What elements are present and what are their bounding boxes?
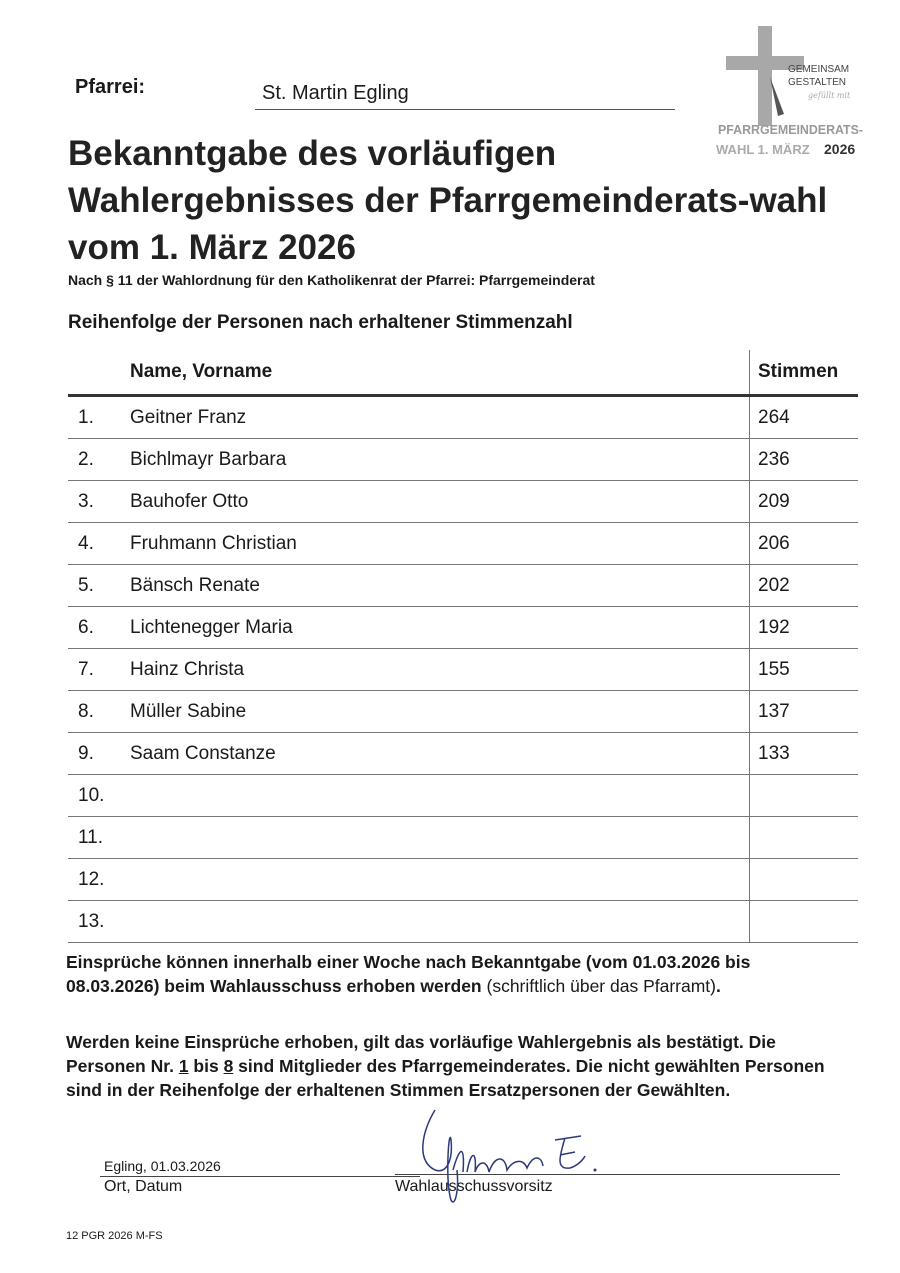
row-name: Bauhofer Otto (130, 481, 750, 523)
row-number: 13. (68, 901, 130, 943)
row-votes (750, 859, 859, 901)
row-number: 1. (68, 396, 130, 439)
notice1-end: . (716, 976, 721, 996)
row-number: 10. (68, 775, 130, 817)
table-header-row (68, 350, 858, 396)
notice1-normal: (schriftlich über das Pfarramt) (481, 976, 716, 996)
row-number: 8. (68, 691, 130, 733)
header-votes: Stimmen (750, 350, 859, 396)
row-name: Müller Sabine (130, 691, 750, 733)
row-number: 7. (68, 649, 130, 691)
notice2-to: 8 (223, 1056, 234, 1076)
header-num (68, 350, 130, 396)
row-name (130, 817, 750, 859)
row-name: Fruhmann Christian (130, 523, 750, 565)
place-date-line (100, 1176, 420, 1177)
row-votes: 206 (750, 523, 859, 565)
row-name: Bichlmayr Barbara (130, 439, 750, 481)
cross-vertical (758, 26, 772, 126)
row-number: 6. (68, 607, 130, 649)
page-title: Bekanntgabe des vorläufigen Wahlergebnisses der Pfarrgemeinderats-wahl vom 1. März 2026 (68, 134, 828, 267)
row-name: Saam Constanze (130, 733, 750, 775)
table-row (68, 523, 858, 565)
table-row (68, 859, 858, 901)
row-votes: 155 (750, 649, 859, 691)
row-votes: 202 (750, 565, 859, 607)
logo-line2: GESTALTEN (788, 77, 846, 88)
cross-shadow (770, 77, 784, 116)
row-name: Bänsch Renate (130, 565, 750, 607)
section-heading: Reihenfolge der Personen nach erhaltener Stimmenzahl (68, 312, 573, 333)
row-number: 5. (68, 565, 130, 607)
place-date-value: Egling, 01.03.2026 (104, 1158, 221, 1174)
row-votes: 209 (750, 481, 859, 523)
table-row (68, 775, 858, 817)
logo-tagline: gefüllt mit (808, 91, 851, 100)
logo-line4a: WAHL 1. MÄRZ (716, 142, 810, 157)
table-row (68, 817, 858, 859)
logo-line4b: 2026 (824, 141, 856, 157)
row-name (130, 901, 750, 943)
row-name: Lichtenegger Maria (130, 607, 750, 649)
row-number: 9. (68, 733, 130, 775)
logo-line3: PFARRGEMEINDERATS- (718, 122, 863, 137)
logo-line1: GEMEINSAM (788, 64, 850, 75)
table-row (68, 396, 858, 439)
row-number: 12. (68, 859, 130, 901)
signature-label: Wahlausschussvorsitz (395, 1178, 553, 1195)
row-number: 2. (68, 439, 130, 481)
row-votes: 264 (750, 396, 859, 439)
row-votes (750, 901, 859, 943)
header-name: Name, Vorname (130, 350, 750, 396)
results-table (68, 350, 858, 943)
notice2-part1: Werden keine Einsprüche erhoben, gilt das vorläufige Wahlergebnis als bestätigt. Die Personen Nr. (66, 1032, 776, 1076)
notice2-part2: bis (188, 1056, 224, 1076)
row-name (130, 775, 750, 817)
subtitle: Nach § 11 der Wahlordnung für den Katholikenrat der Pfarrei: Pfarrgemeinderat (68, 272, 595, 288)
handwritten-signature (405, 1100, 605, 1210)
row-votes: 137 (750, 691, 859, 733)
row-number: 11. (68, 817, 130, 859)
row-votes: 236 (750, 439, 859, 481)
row-name (130, 859, 750, 901)
table-row (68, 607, 858, 649)
notice2-from: 1 (178, 1056, 189, 1076)
table-row (68, 649, 858, 691)
form-code: 12 PGR 2026 M-FS (66, 1230, 163, 1242)
table-row (68, 901, 858, 943)
table-row (68, 565, 858, 607)
row-votes (750, 775, 859, 817)
objection-notice (66, 950, 841, 998)
table-row (68, 439, 858, 481)
parish-name: St. Martin Egling (262, 82, 409, 104)
place-date-label: Ort, Datum (104, 1178, 183, 1195)
row-name: Hainz Christa (130, 649, 750, 691)
row-name: Geitner Franz (130, 396, 750, 439)
parish-underline (255, 109, 675, 110)
table-row (68, 691, 858, 733)
parish-label: Pfarrei: (75, 76, 146, 98)
row-votes: 192 (750, 607, 859, 649)
row-votes: 133 (750, 733, 859, 775)
row-votes (750, 817, 859, 859)
row-number: 3. (68, 481, 130, 523)
notice2-part3: sind Mitglieder des Pfarrgemeinderates. Die nicht gewählten Personen sind in der Reihenfolge der erhaltenen Stimmen Ersatzpersonen der Gewählten. (66, 1056, 825, 1100)
notice1-bold: Einsprüche können innerhalb einer Woche nach Bekanntgabe (vom 01.03.2026 bis 08.03.2026) beim Wahlausschuss erhoben werden (66, 952, 751, 996)
confirmation-notice (66, 1030, 841, 1102)
table-row (68, 733, 858, 775)
table-row (68, 481, 858, 523)
row-number: 4. (68, 523, 130, 565)
